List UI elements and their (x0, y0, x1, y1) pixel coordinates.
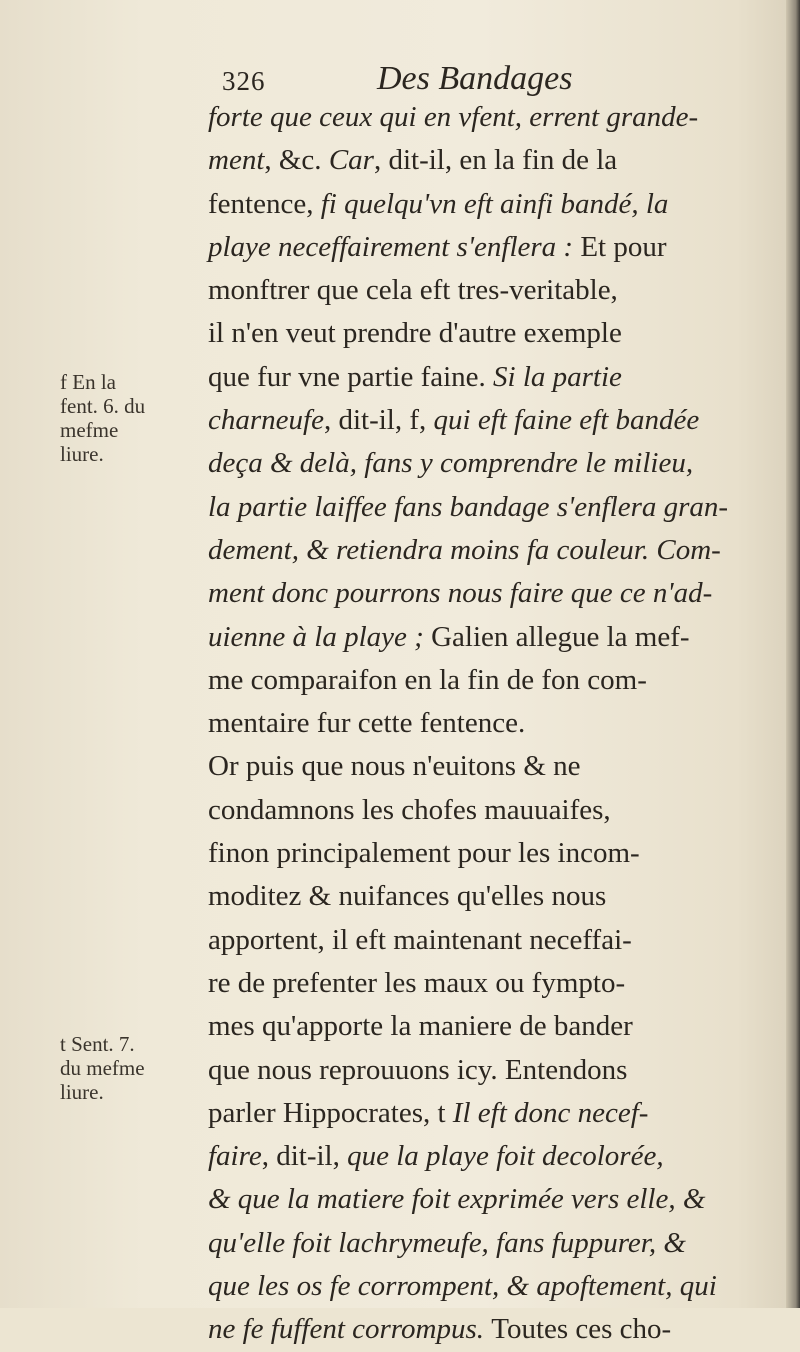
text-segment: que nous reprouuons icy. Entendons (208, 1053, 628, 1086)
text-segment: Si la partie (493, 360, 622, 393)
marginal-note-line: f En la (60, 370, 116, 394)
text-line (208, 1308, 768, 1351)
marginal-note-line: fent. 6. du (60, 394, 146, 418)
text-segment: ne fe fuffent corrompus. (208, 1313, 492, 1346)
text-segment: moditez & nuifances qu'elles nous (208, 880, 607, 913)
text-segment: playe neceffairement s'enflera : (208, 230, 581, 263)
text-segment: deça & delà, fans y comprendre le milieu, (208, 447, 694, 480)
text-line (208, 572, 768, 615)
text-segment: il n'en veut prendre d'autre exemple (208, 317, 622, 350)
text-segment: Car (328, 144, 374, 177)
text-segment: fentence, (208, 187, 321, 220)
text-segment: mentaire fur cette fentence. (208, 707, 526, 740)
text-line (208, 226, 768, 269)
text-line (208, 1049, 768, 1092)
text-line (208, 183, 768, 226)
text-segment: & que la matiere foit exprimée vers elle, & (208, 1183, 706, 1216)
text-line (208, 96, 768, 139)
text-line (208, 745, 768, 788)
text-segment: faire (208, 1140, 262, 1173)
page-number: 326 (222, 66, 266, 96)
marginal-note-line: mefme (60, 418, 119, 442)
text-line (208, 659, 768, 702)
text-line (208, 919, 768, 962)
running-title: Des Bandages (377, 60, 573, 97)
text-segment: qu'elle foit lachrymeufe, fans fuppurer, & (208, 1226, 686, 1259)
text-segment: condamnons les chofes mauuaifes, (208, 793, 611, 826)
marginal-note-line: liure. (60, 442, 104, 466)
text-segment: que fur vne partie faine. (208, 360, 494, 393)
text-line (208, 1005, 768, 1048)
text-segment: uienne à la playe ; (208, 620, 432, 653)
page-gutter-shadow (786, 0, 800, 1308)
text-segment: Galien allegue la mef- (431, 620, 690, 653)
text-segment: mes qu'apporte la maniere de bander (208, 1010, 633, 1043)
text-segment: finon principalement pour les incom- (208, 837, 640, 870)
text-segment: me comparaifon en la fin de fon com- (208, 663, 647, 696)
text-line (208, 442, 768, 485)
marginal-note-2 (60, 1032, 145, 1104)
text-segment: Toutes ces cho- (491, 1313, 672, 1346)
text-segment: ment donc pourrons nous faire que ce n'ad- (208, 577, 713, 610)
text-segment: la partie laiffee fans bandage s'enflera gran- (208, 490, 729, 523)
page-header (222, 52, 742, 102)
text-line (208, 1222, 768, 1265)
text-line (208, 1135, 768, 1178)
text-segment: Or puis que nous n'euitons & ne (208, 750, 581, 783)
marginal-note-line: liure. (60, 1080, 104, 1104)
text-segment: dement, & retiendra moins fa couleur. Com- (208, 533, 721, 566)
text-segment: ment (208, 144, 265, 177)
text-line (208, 832, 768, 875)
text-line (208, 529, 768, 572)
text-line (208, 139, 768, 182)
text-segment: , dit-il, f, (323, 404, 434, 437)
text-line (208, 269, 768, 312)
text-segment: Il eft donc necef- (452, 1096, 649, 1129)
text-line (208, 399, 768, 442)
marginal-note-1 (60, 370, 145, 466)
text-line (208, 486, 768, 529)
text-line (208, 962, 768, 1005)
text-segment: apportent, il eft maintenant neceffai- (208, 923, 632, 956)
text-segment: monftrer que cela eft tres-veritable, (208, 274, 618, 307)
text-line (208, 789, 768, 832)
text-segment: qui eft faine eft bandée (433, 404, 700, 437)
marginal-note-line: t Sent. 7. (60, 1032, 135, 1056)
text-line (208, 1265, 768, 1308)
text-line (208, 356, 768, 399)
text-line (208, 1178, 768, 1221)
text-segment: , dit-il, en la fin de la (373, 144, 618, 177)
text-line (208, 875, 768, 918)
text-segment: charneufe (208, 404, 324, 437)
text-segment: , dit-il, (261, 1140, 348, 1173)
text-segment: re de prefenter les maux ou fympto- (208, 966, 626, 999)
text-segment: , &c. (264, 144, 329, 177)
text-segment: que la playe foit decolorée, (347, 1140, 664, 1173)
text-segment: fi quelqu'vn eft ainfi bandé, la (320, 187, 669, 220)
text-line (208, 1092, 768, 1135)
body-text (208, 96, 768, 1352)
text-segment: forte que ceux qui en vfent, errent grande- (208, 101, 699, 133)
text-segment: Et pour (580, 230, 667, 263)
text-line (208, 616, 768, 659)
text-segment: que les os fe corrompent, & apoftement, qui (208, 1270, 717, 1303)
text-segment: parler Hippocrates, t (208, 1096, 453, 1129)
text-line (208, 312, 768, 355)
text-line (208, 702, 768, 745)
marginal-note-line: du mefme (60, 1056, 145, 1080)
